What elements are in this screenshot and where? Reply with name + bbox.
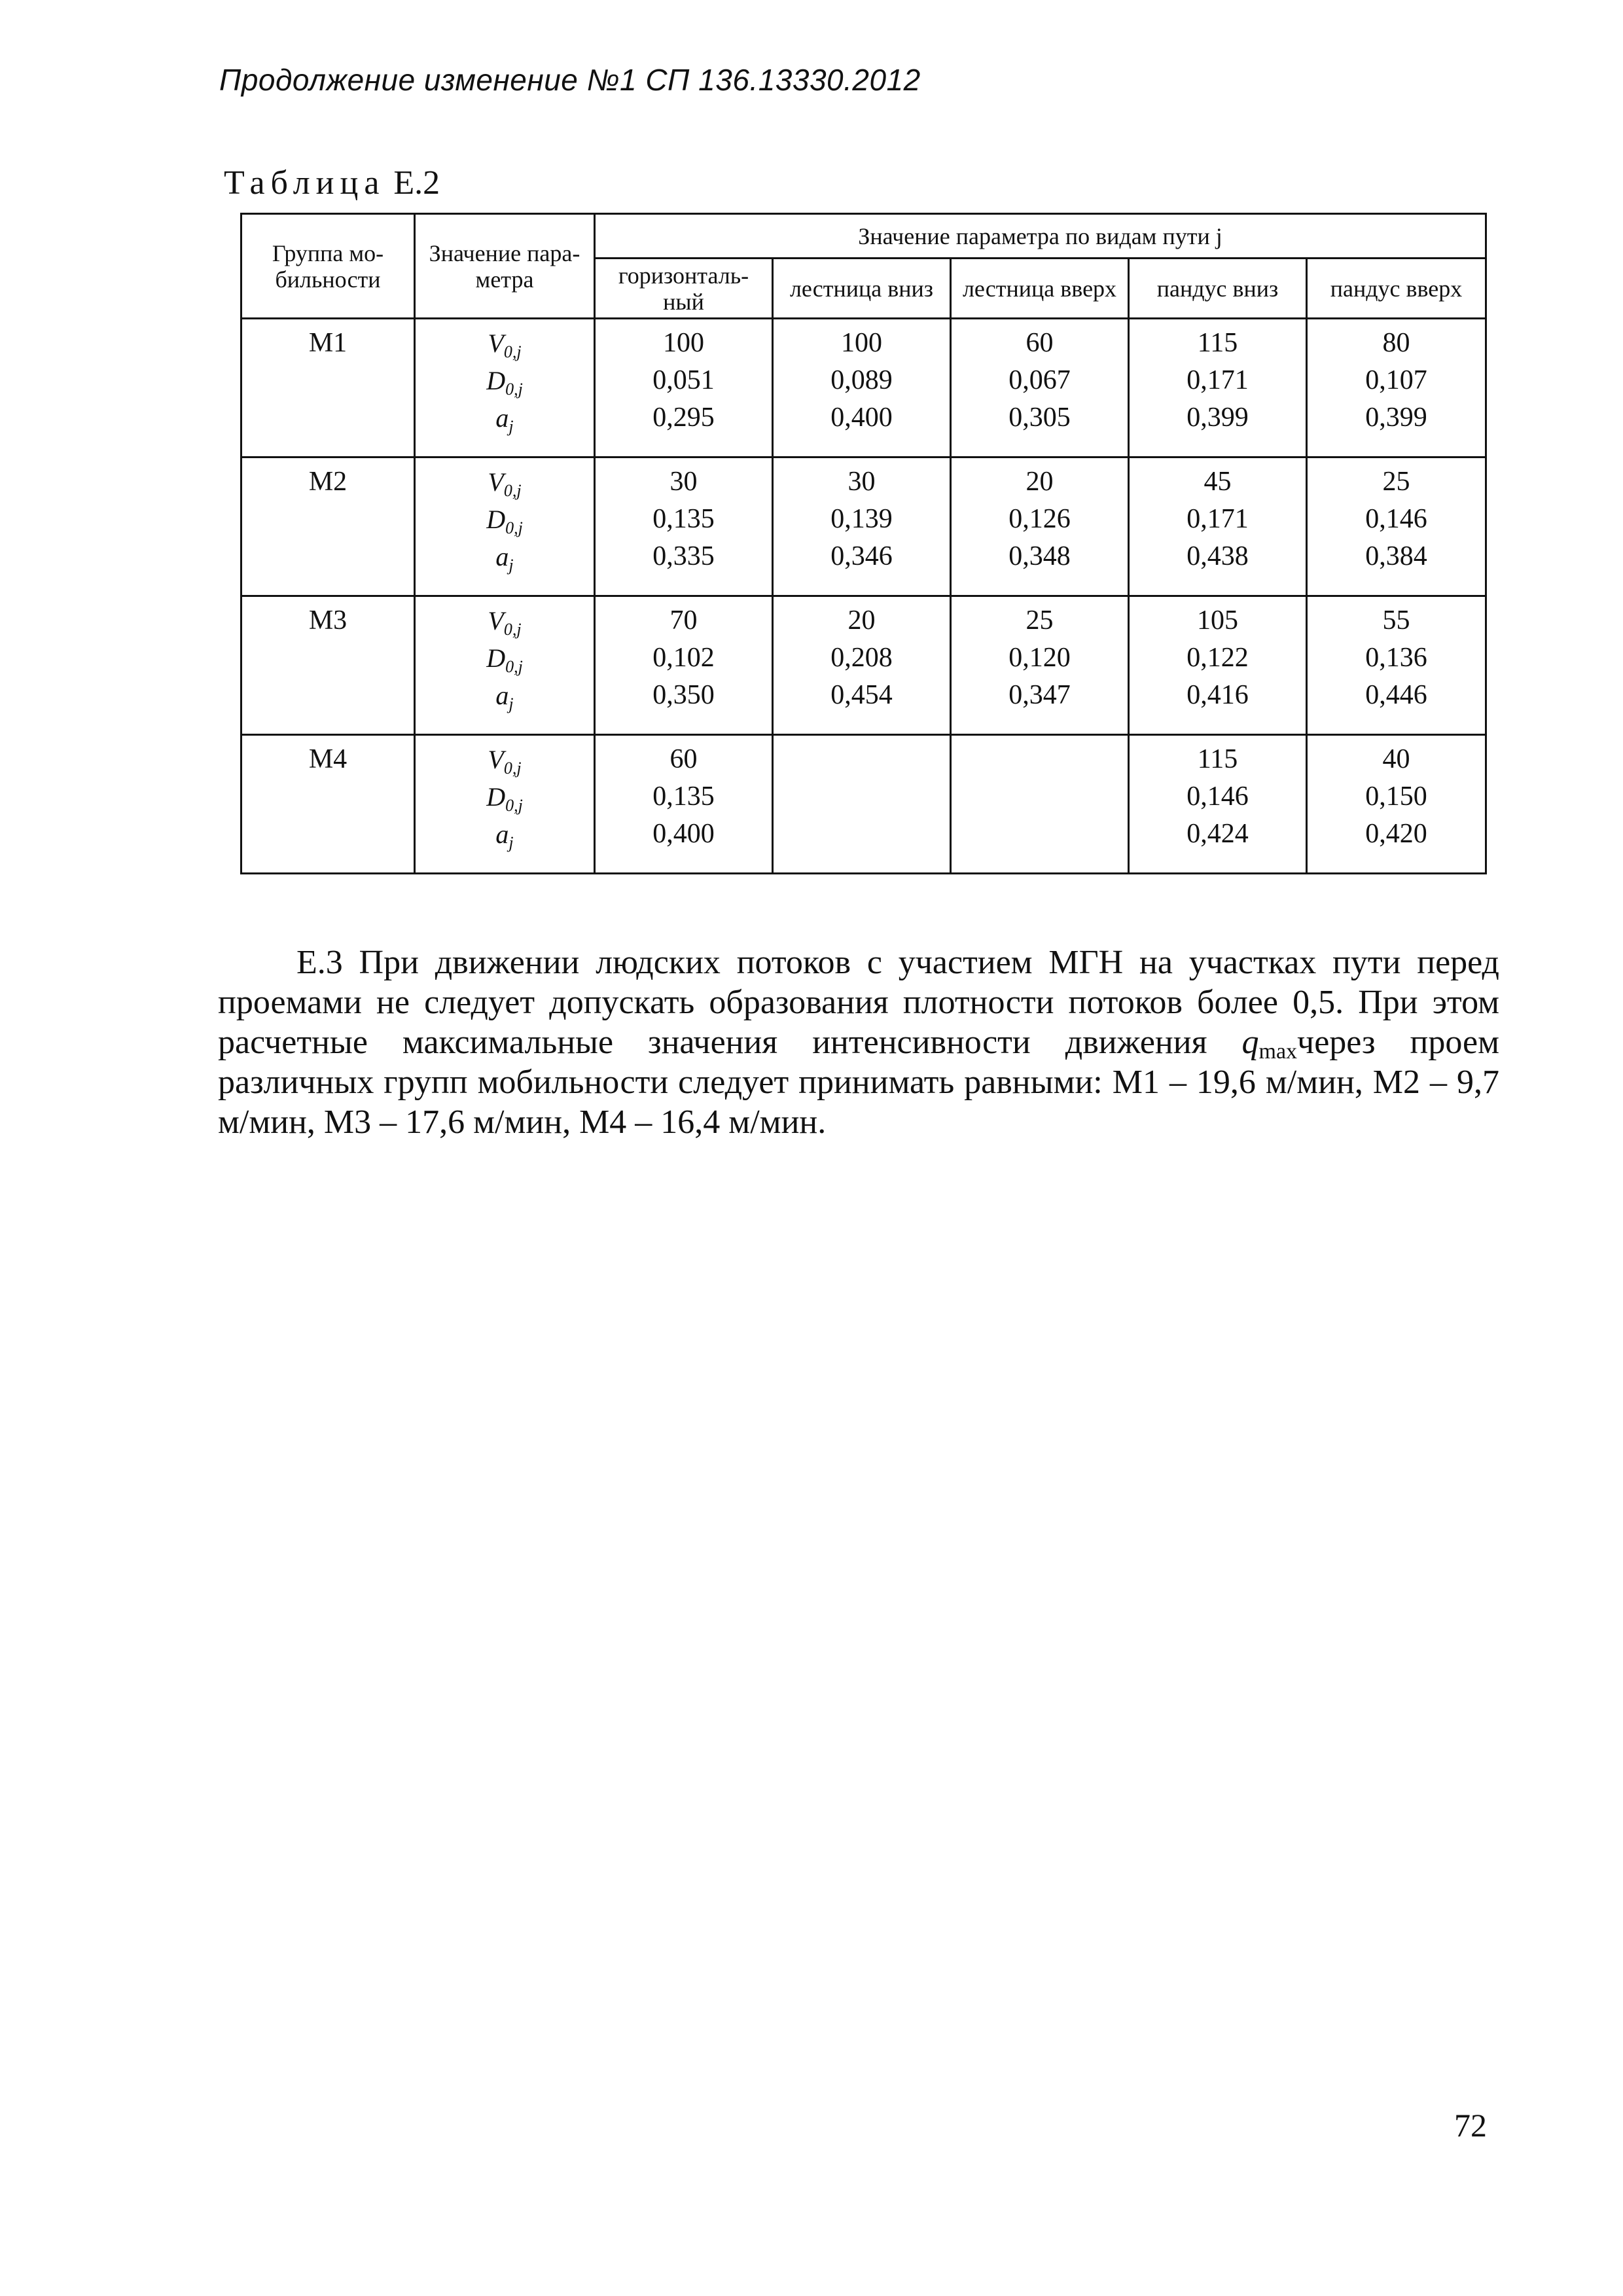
- parameter-symbol: [416, 538, 593, 575]
- header-ramp-up: пандус вверх: [1307, 259, 1486, 319]
- value: 0,107: [1365, 365, 1427, 395]
- value: 0,400: [830, 403, 893, 433]
- value: 100: [841, 328, 882, 358]
- table-header-row: [241, 214, 1486, 259]
- value-cell: [1307, 457, 1486, 596]
- parameter-symbol: [416, 639, 593, 677]
- value-cell: [773, 735, 951, 874]
- parameter-subscript: j: [508, 556, 514, 575]
- value: 0,335: [652, 541, 715, 571]
- value: 55: [1382, 605, 1410, 636]
- value: 0,416: [1186, 680, 1249, 710]
- parameter-letter: a: [495, 542, 509, 571]
- value: 30: [847, 467, 876, 497]
- table-caption-word: Таблица: [224, 164, 385, 202]
- value: 0,102: [652, 643, 715, 673]
- value-cell: [595, 457, 773, 596]
- value: 45: [1204, 467, 1232, 497]
- parameter-subscript: 0,j: [503, 481, 522, 500]
- value: 115: [1197, 328, 1238, 358]
- value: 0,139: [830, 504, 893, 534]
- value: [952, 816, 1127, 853]
- value: 25: [1026, 605, 1054, 636]
- parameter-letter: D: [486, 643, 506, 673]
- value: 80: [1382, 328, 1410, 358]
- value: 60: [1026, 328, 1054, 358]
- parameter-subscript: 0,j: [505, 380, 523, 399]
- value: 0,446: [1365, 680, 1427, 710]
- parameter-symbol: [416, 399, 593, 437]
- value-cell: [951, 319, 1129, 457]
- value: 0,350: [652, 680, 715, 710]
- value-cell: [773, 319, 951, 457]
- parameter-symbol: [416, 778, 593, 816]
- parameter-symbol: [416, 463, 593, 501]
- parameter-symbol: [416, 741, 593, 778]
- table-row: [241, 596, 1486, 735]
- header-stairs-down: лестница вниз: [773, 259, 951, 319]
- parameter-subscript: 0,j: [505, 796, 523, 815]
- value: 60: [669, 744, 698, 774]
- value: 0,399: [1365, 403, 1427, 433]
- value: 0,146: [1365, 504, 1427, 534]
- parameter-subscript: 0,j: [505, 518, 523, 537]
- parameter-symbol: [416, 816, 593, 853]
- value: 0,067: [1008, 365, 1071, 395]
- value: 70: [669, 605, 698, 636]
- value: 0,454: [830, 680, 893, 710]
- parameter-letter: a: [495, 403, 509, 433]
- table-body: [241, 319, 1486, 874]
- value-cell: [1307, 319, 1486, 457]
- value-cell: [1129, 457, 1307, 596]
- value: 0,126: [1008, 504, 1071, 534]
- parameter-subscript: j: [508, 833, 514, 852]
- value-cell: [1307, 596, 1486, 735]
- value: 115: [1197, 744, 1238, 774]
- table-row: [241, 457, 1486, 596]
- page-header: Продолжение изменение №1 СП 136.13330.2012: [219, 63, 921, 97]
- parameter-subscript: 0,j: [503, 342, 522, 361]
- header-path-types: Значение параметра по видам пути j: [595, 214, 1486, 259]
- parameter-letter: D: [486, 505, 506, 534]
- value: 0,305: [1008, 403, 1071, 433]
- value: [774, 816, 949, 853]
- parameter-subscript: 0,j: [503, 620, 522, 639]
- q-max-symbol: [1241, 1024, 1298, 1064]
- parameter-cell: [415, 319, 595, 457]
- parameter-letter: D: [486, 782, 506, 812]
- value-cell: [1307, 735, 1486, 874]
- value: [774, 778, 949, 816]
- value-cell: [951, 735, 1129, 874]
- value-cell: [773, 596, 951, 735]
- value: 0,347: [1008, 680, 1071, 710]
- value-cell: [951, 596, 1129, 735]
- parameter-letter: V: [488, 745, 504, 774]
- value-cell: [1129, 596, 1307, 735]
- value: 0,135: [652, 504, 715, 534]
- value-cell: [951, 457, 1129, 596]
- value: 0,120: [1008, 643, 1071, 673]
- q-symbol: q: [1241, 1024, 1259, 1061]
- value: 40: [1382, 744, 1410, 774]
- table-caption-number: Е.2: [393, 164, 440, 202]
- q-subscript: max: [1258, 1039, 1298, 1064]
- parameter-subscript: j: [508, 417, 514, 436]
- value-cell: [595, 596, 773, 735]
- parameter-letter: V: [488, 606, 504, 636]
- value: 0,089: [830, 365, 893, 395]
- value: 20: [1026, 467, 1054, 497]
- value: 30: [669, 467, 698, 497]
- header-stairs-up: лестница вверх: [951, 259, 1129, 319]
- parameter-letter: V: [488, 467, 504, 497]
- value: 0,150: [1365, 781, 1427, 812]
- page-number: 72: [1454, 2107, 1487, 2144]
- parameters-table: [240, 213, 1487, 874]
- parameter-cell: [415, 457, 595, 596]
- paragraph-text-after: через проем различных групп мобильности следует принимать равными: М1 – 19,6 м/мин, М2 – 9,7 м/мин, М3 – 17,6 м/мин, М4 – 16,4 м/мин.: [218, 1024, 1499, 1141]
- parameter-letter: D: [486, 366, 506, 395]
- parameter-symbol: [416, 677, 593, 714]
- parameter-letter: V: [488, 329, 504, 358]
- value: 0,208: [830, 643, 893, 673]
- value-cell: [773, 457, 951, 596]
- mobility-group-cell: М1: [241, 319, 415, 457]
- table-caption: [224, 164, 440, 202]
- value: 0,420: [1365, 819, 1427, 849]
- value: 100: [663, 328, 704, 358]
- value: [952, 778, 1127, 816]
- value: 0,171: [1186, 365, 1249, 395]
- parameter-symbol: [416, 602, 593, 639]
- value-cell: [595, 735, 773, 874]
- value: 0,346: [830, 541, 893, 571]
- paragraph-e3: [218, 942, 1499, 1142]
- parameter-subscript: 0,j: [503, 759, 522, 778]
- value: 0,399: [1186, 403, 1249, 433]
- value: 0,136: [1365, 643, 1427, 673]
- header-mobility-group: Группа мо-бильности: [241, 214, 415, 319]
- parameter-symbol: [416, 325, 593, 362]
- parameter-symbol: [416, 501, 593, 538]
- parameter-subscript: j: [508, 694, 514, 713]
- value-cell: [595, 319, 773, 457]
- mobility-group-cell: М3: [241, 596, 415, 735]
- value: 0,171: [1186, 504, 1249, 534]
- header-parameter: Значение пара-метра: [415, 214, 595, 319]
- parameter-letter: a: [495, 681, 509, 710]
- value: [774, 741, 949, 778]
- value: 20: [847, 605, 876, 636]
- parameter-cell: [415, 735, 595, 874]
- value: 0,122: [1186, 643, 1249, 673]
- table-row: [241, 735, 1486, 874]
- value: [952, 741, 1127, 778]
- value: 0,400: [652, 819, 715, 849]
- mobility-group-cell: М4: [241, 735, 415, 874]
- header-ramp-down: пандус вниз: [1129, 259, 1307, 319]
- value: 0,424: [1186, 819, 1249, 849]
- value: 0,146: [1186, 781, 1249, 812]
- value: 0,295: [652, 403, 715, 433]
- parameter-letter: a: [495, 819, 509, 849]
- header-horizontal: горизонталь-ный: [595, 259, 773, 319]
- paragraph-text-before: Е.3 При движении людских потоков с участием МГН на участках пути перед проемами не следует допускать образования плотности потоков более 0,5. При этом расчетные максимальные значения интенсивности движения: [218, 944, 1499, 1061]
- value-cell: [1129, 735, 1307, 874]
- value: 0,135: [652, 781, 715, 812]
- parameter-cell: [415, 596, 595, 735]
- table-row: [241, 319, 1486, 457]
- value: 0,384: [1365, 541, 1427, 571]
- value: 0,051: [652, 365, 715, 395]
- value: 0,438: [1186, 541, 1249, 571]
- value: 25: [1382, 467, 1410, 497]
- value: 0,348: [1008, 541, 1071, 571]
- parameter-symbol: [416, 362, 593, 399]
- value-cell: [1129, 319, 1307, 457]
- mobility-group-cell: М2: [241, 457, 415, 596]
- parameter-subscript: 0,j: [505, 657, 523, 676]
- value: 105: [1197, 605, 1238, 636]
